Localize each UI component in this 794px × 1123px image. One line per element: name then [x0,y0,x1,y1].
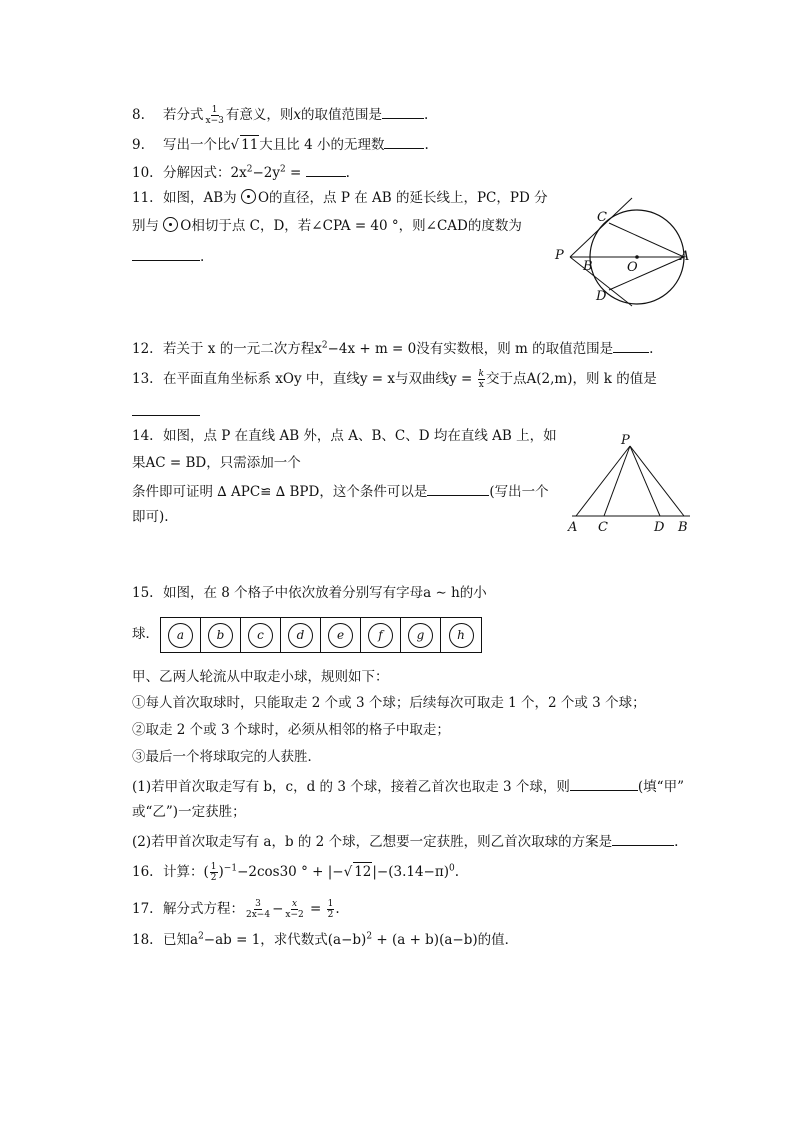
label-p: P [555,248,564,263]
label-b: B [678,520,688,535]
question-number: 17. [132,901,154,917]
grid-cell [161,618,201,652]
label-d: D [654,520,665,535]
tangent-pc [570,198,632,257]
grid-cell [441,618,481,652]
question-15-line-2 [132,625,159,643]
ball: h [449,623,474,648]
q18-text-2: −ab = 1，求代数式(a−b) [203,932,367,948]
answer-blank[interactable] [427,481,489,496]
denominator: 2 [210,873,217,883]
q16-text-3: |−(3.14−π) [372,864,450,880]
question-number: 12. [132,341,154,357]
center-point [635,255,639,259]
q11-text-3: 别与 [132,218,164,234]
q14-text-3: 条件即可证明 ∆ APC≌ ∆ BPD，这个条件可以是 [132,484,428,500]
question-14-line-2 [132,454,301,472]
q14-text: 如图，点 P 在直线 AB 外，点 A、B、C、D 均在直线 AB 上，如 [163,428,557,444]
question-8 [132,104,428,126]
grid-cell [281,618,321,652]
question-14-line-3 [132,481,549,501]
grid-cell [241,618,281,652]
question-15-part-2 [132,831,678,851]
question-16: 16. 计算：( $\frac{1}{2}$ )$^{-1}$−2cos30 ° + |−√ $12|-(3.14-\pi)^0$. [132,862,460,883]
numerator: 1 [327,899,334,909]
chord-ca [609,223,684,257]
chord-da [609,257,684,290]
circle-o-symbol [163,217,178,232]
q8-var: x [293,107,301,123]
question-number: 11. [132,190,154,206]
radicand: 12 [354,864,372,880]
fraction [245,899,271,920]
q15-text: 如图，在 8 个格子中依次放着分别写有字母a ∼ h的小 [163,585,487,601]
question-number: 14. [132,428,154,444]
exponent: 2 [198,931,204,942]
question-15-rule-3 [132,748,321,766]
fraction [327,899,335,920]
q14-text-5: 即可). [132,509,169,525]
label-c: C [598,520,608,535]
q11-text: 如图，AB为 [163,190,241,206]
exponent: −1 [223,863,238,874]
answer-blank[interactable] [132,246,200,261]
fraction [210,862,218,883]
circle-o-symbol [241,189,256,204]
answer-blank[interactable] [570,776,638,791]
part-1-text-2: (填“甲” [637,779,684,795]
ball: g [408,623,433,648]
rule-2: ②取走 2 个或 3 个球时，必须从相邻的格子中取走； [132,722,450,738]
q11-text-4: O相切于点 C，D，若∠CPA = 40 °，则∠CAD的度数为 [180,218,522,234]
question-17 [132,899,340,920]
ball: b [208,623,233,648]
segment-pa [576,446,630,516]
question-11-line-3 [132,246,204,266]
answer-blank[interactable] [132,401,200,416]
answer-blank[interactable] [384,134,424,149]
question-11-line-1 [132,189,548,207]
question-number: 9. [132,137,145,153]
numerator: x [292,899,298,909]
label-d: D [596,289,607,304]
numerator: 1 [211,105,218,115]
ball: c [248,623,273,648]
question-15-rule-1 [132,694,646,712]
exponent: 2 [321,340,328,351]
q14-text-4: (写出一个 [489,484,549,500]
end-mark: . [423,107,429,123]
question-number: 15. [132,585,154,601]
numerator: 3 [255,899,261,909]
answer-blank[interactable] [612,831,674,846]
ball: e [328,623,353,648]
ball-grid [160,617,482,653]
label-a: A [680,249,690,264]
answer-blank[interactable] [306,162,346,177]
answer-blank[interactable] [613,338,649,353]
ball: f [368,623,393,648]
label-p: P [621,433,630,448]
rule-1: ①每人首次取球时，只能取走 2 个或 3 个球；后续每次可取走 1 个，2 个或 3 个球； [132,695,646,711]
question-number: 16. [132,864,154,880]
part-1-text-3: 或“乙”)一定获胜； [132,804,246,820]
q8-text-2: 有意义，则 [225,107,294,123]
rule-3: ③最后一个将球取完的人获胜． [132,749,321,765]
denominator: x−3 [205,116,224,126]
q15-text-2: 球． [132,626,159,642]
q18-text: 已知a [163,932,199,948]
question-number: 8. [132,107,145,123]
question-10 [132,162,350,182]
q13-text-2: 交于点A(2,m)，则 k 的值是 [486,371,657,387]
end-mark: . [200,249,205,265]
label-a: A [568,520,578,535]
ball: a [168,623,193,648]
question-9: 9. 写出一个比√ 11大且比 4 小的无理数 . [132,134,429,154]
label-c: C [597,210,607,225]
end-mark: . [674,834,679,850]
figure-14-triangle [562,432,698,536]
question-15-part-1-line-2 [132,803,246,821]
label-b: B [583,259,593,274]
numerator: 1 [210,862,217,872]
q18-text-3: + (a + b)(a−b)的值． [372,932,519,948]
question-15-rule-2 [132,721,450,739]
end-mark: . [345,165,350,181]
exponent: 2 [366,931,373,942]
q10-text-3: = [285,165,306,181]
q8-text: 若分式 [163,107,204,123]
denominator: 2x−4 [246,910,271,920]
question-number: 10. [132,165,154,181]
grid-cell [201,618,241,652]
q12-text-2: −4x + m = 0没有实数根，则 m 的取值范围是 [327,341,614,357]
q9-text: 写出一个比 [163,137,231,153]
minus-sign: − [272,901,284,917]
denominator: 2 [327,910,334,920]
q10-text-2: −2y [252,165,280,181]
radicand: 11 [241,137,259,153]
segment-pb [630,446,684,516]
ball: d [288,623,313,648]
part-1-text: (1)若甲首次取走写有 b，c，d 的 3 个球，接着乙首次也取走 3 个球，则 [132,779,570,795]
grid-cell [321,618,361,652]
question-11-line-2 [132,217,522,235]
denominator: x−2 [285,910,304,920]
question-number: 13. [132,371,154,387]
label-o: O [627,260,638,275]
q17-text: 解分式方程： [163,901,244,917]
q13-text: 在平面直角坐标系 xOy 中，直线y = x与双曲线y = [163,371,477,387]
question-13 [132,369,657,390]
fraction [478,369,485,390]
q16-text-2: −2cos30 ° + |− [237,864,344,880]
question-15-line-1 [132,584,487,602]
question-15-line-3 [132,668,389,686]
segment-pc [604,446,630,516]
numerator: k [478,369,485,379]
answer-blank[interactable] [382,104,424,119]
fraction [284,899,304,920]
q15-text-3: 甲、乙两人轮流从中取走小球，规则如下： [132,669,389,685]
question-15-part-1 [132,776,684,796]
exponent: 2 [246,164,253,175]
end-mark: . [335,901,340,917]
end-mark: . [649,341,654,357]
fraction [205,105,225,126]
q16-text: 计算：( [163,864,209,880]
question-14-line-4 [132,508,169,526]
segment-pd [630,446,660,516]
end-mark: . [424,137,429,153]
grid-cell [401,618,441,652]
q12-text: 若关于 x 的一元二次方程x [163,341,322,357]
part-2-text: (2)若甲首次取走写有 a，b 的 2 个球，乙想要一定获胜，则乙首次取球的方案是 [132,834,613,850]
q11-text-2: O的直径，点 P 在 AB 的延长线上，PC，PD 分 [257,190,548,206]
equals-sign: = [305,901,326,917]
denominator: x [478,380,484,390]
exponent: 0 [449,863,455,874]
q9-text-2: 大且比 4 小的无理数 [259,137,385,153]
q14-text-2: 果AC = BD，只需添加一个 [132,455,301,471]
question-14-line-1 [132,427,557,445]
q8-text-3: 的取值范围是 [300,107,382,123]
q10-text: 分解因式：2x [163,165,247,181]
question-number: 18. [132,932,154,948]
question-18 [132,931,518,949]
grid-cell [361,618,401,652]
end-mark: . [454,864,460,880]
exponent: 2 [279,164,286,175]
figure-11-circle-tangents [550,196,700,308]
question-13-line-2 [132,401,200,421]
question-12 [132,338,653,358]
